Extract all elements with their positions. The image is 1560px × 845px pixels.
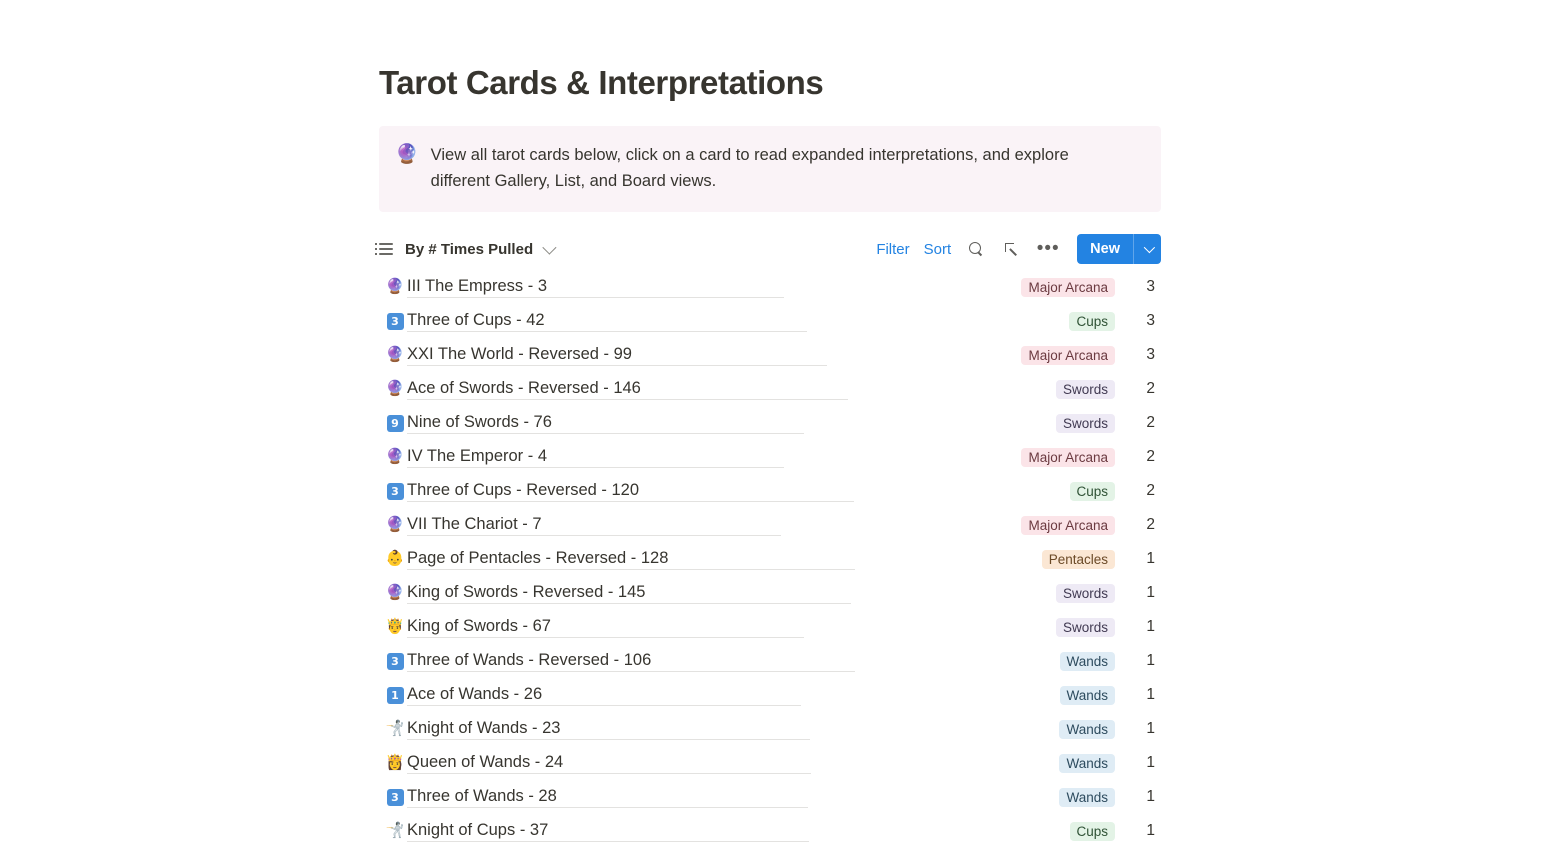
times-pulled-count: 2 <box>1146 414 1156 431</box>
suit-tag: Major Arcana <box>1021 346 1115 365</box>
database-rows <box>379 270 1161 845</box>
table-row[interactable] <box>379 712 1161 746</box>
suit-tag: Wands <box>1059 754 1115 773</box>
new-button-group <box>1077 234 1161 264</box>
callout-text: View all tarot cards below, click on a card to read expanded interpretations, and explore different Gallery, List, and Board views. <box>430 146 1069 190</box>
suit-tag: Pentacles <box>1042 550 1115 569</box>
times-pulled-count: 2 <box>1146 482 1156 499</box>
number-badge-value: 9 <box>387 415 404 432</box>
new-dropdown-button[interactable] <box>1133 234 1161 264</box>
suit-tag: Wands <box>1059 720 1115 739</box>
row-title-link[interactable]: Ace of Wands - 26 <box>407 685 801 706</box>
row-emoji-icon: 🔮 <box>385 278 405 295</box>
chevron-down-icon[interactable] <box>542 241 556 255</box>
row-title-link[interactable]: XXI The World - Reversed - 99 <box>407 345 827 366</box>
row-emoji-icon: 🔮 <box>385 584 405 601</box>
table-row[interactable] <box>379 270 1161 304</box>
suit-tag: Swords <box>1056 414 1115 433</box>
suit-tag: Major Arcana <box>1021 516 1115 535</box>
row-title-link[interactable]: Three of Cups - Reversed - 120 <box>407 481 854 502</box>
number-badge-icon <box>383 652 407 671</box>
row-title-link[interactable]: Knight of Cups - 37 <box>407 821 809 842</box>
suit-tag: Major Arcana <box>1021 448 1115 467</box>
row-title-link[interactable]: IV The Emperor - 4 <box>407 447 784 468</box>
table-row[interactable] <box>379 304 1161 338</box>
row-title-link[interactable]: King of Swords - 67 <box>407 617 804 638</box>
row-title-link[interactable]: Knight of Wands - 23 <box>407 719 810 740</box>
table-row[interactable] <box>379 644 1161 678</box>
row-title-link[interactable]: Nine of Swords - 76 <box>407 413 804 434</box>
row-emoji-icon: 🤴 <box>385 618 405 635</box>
number-badge-icon <box>383 482 407 501</box>
suit-tag: Swords <box>1056 618 1115 637</box>
times-pulled-count: 1 <box>1146 754 1155 771</box>
number-badge-value: 3 <box>387 483 404 500</box>
page-title: Tarot Cards & Interpretations <box>379 64 824 101</box>
row-title-link[interactable]: VII The Chariot - 7 <box>407 515 781 536</box>
expand-icon[interactable] <box>1001 238 1023 260</box>
row-title-link[interactable]: III The Empress - 3 <box>407 277 784 298</box>
suit-tag: Cups <box>1069 312 1115 331</box>
table-row[interactable] <box>379 338 1161 372</box>
table-row[interactable] <box>379 780 1161 814</box>
table-row[interactable] <box>379 814 1161 845</box>
row-emoji-icon: 🔮 <box>385 448 405 465</box>
row-title-link[interactable]: Three of Wands - 28 <box>407 787 808 808</box>
suit-tag: Wands <box>1060 686 1116 705</box>
table-row[interactable] <box>379 678 1161 712</box>
number-badge-value: 1 <box>387 687 404 704</box>
row-title-link[interactable]: Ace of Swords - Reversed - 146 <box>407 379 848 400</box>
number-badge-icon <box>383 686 407 705</box>
times-pulled-count: 1 <box>1146 686 1156 703</box>
view-selector[interactable] <box>379 240 553 258</box>
times-pulled-count: 1 <box>1146 550 1156 567</box>
times-pulled-count: 1 <box>1146 584 1155 601</box>
number-badge-value: 3 <box>387 653 404 670</box>
database-view-toolbar <box>379 232 1161 266</box>
row-emoji-icon: 🤺 <box>385 822 405 839</box>
times-pulled-count: 2 <box>1146 380 1155 397</box>
sort-button[interactable]: Sort <box>923 240 952 258</box>
number-badge-icon <box>383 312 407 331</box>
number-badge-icon <box>383 414 407 433</box>
times-pulled-count: 1 <box>1146 720 1155 737</box>
times-pulled-count: 2 <box>1146 516 1155 533</box>
row-emoji-icon: 👶 <box>385 550 405 567</box>
row-emoji-icon: 🔮 <box>385 346 405 363</box>
row-emoji-icon: 🔮 <box>385 380 405 397</box>
row-emoji-icon: 🔮 <box>385 516 405 533</box>
table-row[interactable] <box>379 508 1161 542</box>
suit-tag: Wands <box>1060 652 1116 671</box>
table-row[interactable] <box>379 576 1161 610</box>
suit-tag: Major Arcana <box>1021 278 1115 297</box>
search-icon[interactable] <box>965 238 987 260</box>
suit-tag: Cups <box>1070 482 1116 501</box>
filter-button[interactable]: Filter <box>876 240 910 258</box>
table-row[interactable] <box>379 372 1161 406</box>
number-badge-icon <box>383 788 407 807</box>
suit-tag: Swords <box>1056 380 1115 399</box>
times-pulled-count: 2 <box>1146 448 1155 465</box>
table-row[interactable] <box>379 542 1161 576</box>
times-pulled-count: 3 <box>1146 312 1155 329</box>
suit-tag: Wands <box>1059 788 1115 807</box>
table-row[interactable] <box>379 406 1161 440</box>
row-emoji-icon: 🤺 <box>385 720 405 737</box>
times-pulled-count: 3 <box>1146 346 1155 363</box>
suit-tag: Cups <box>1070 822 1116 841</box>
row-title-link[interactable]: Three of Wands - Reversed - 106 <box>407 651 855 672</box>
row-emoji-icon: 👸 <box>385 754 405 771</box>
table-row[interactable] <box>379 746 1161 780</box>
times-pulled-count: 3 <box>1146 278 1156 295</box>
new-button[interactable]: New <box>1090 241 1120 257</box>
number-badge-value: 3 <box>387 313 404 330</box>
row-title-link[interactable]: King of Swords - Reversed - 145 <box>407 583 851 604</box>
more-options-icon[interactable]: ••• <box>1036 238 1060 259</box>
number-badge-value: 3 <box>387 789 404 806</box>
table-row[interactable] <box>379 440 1161 474</box>
table-row[interactable] <box>379 474 1161 508</box>
callout-block <box>379 126 1161 212</box>
toolbar-actions <box>876 234 1161 264</box>
row-title-link[interactable]: Queen of Wands - 24 <box>407 753 811 774</box>
view-name-label: By # Times Pulled <box>405 240 534 258</box>
crystal-ball-emoji: 🔮 <box>395 144 419 165</box>
list-view-icon <box>379 240 397 258</box>
times-pulled-count: 1 <box>1146 788 1155 805</box>
table-row[interactable] <box>379 610 1161 644</box>
suit-tag: Swords <box>1056 584 1115 603</box>
times-pulled-count: 1 <box>1146 822 1156 839</box>
row-title-link[interactable]: Page of Pentacles - Reversed - 128 <box>407 549 855 570</box>
row-title-link[interactable]: Three of Cups - 42 <box>407 311 807 332</box>
times-pulled-count: 1 <box>1146 618 1156 635</box>
times-pulled-count: 1 <box>1146 652 1156 669</box>
page-content <box>379 0 1161 845</box>
